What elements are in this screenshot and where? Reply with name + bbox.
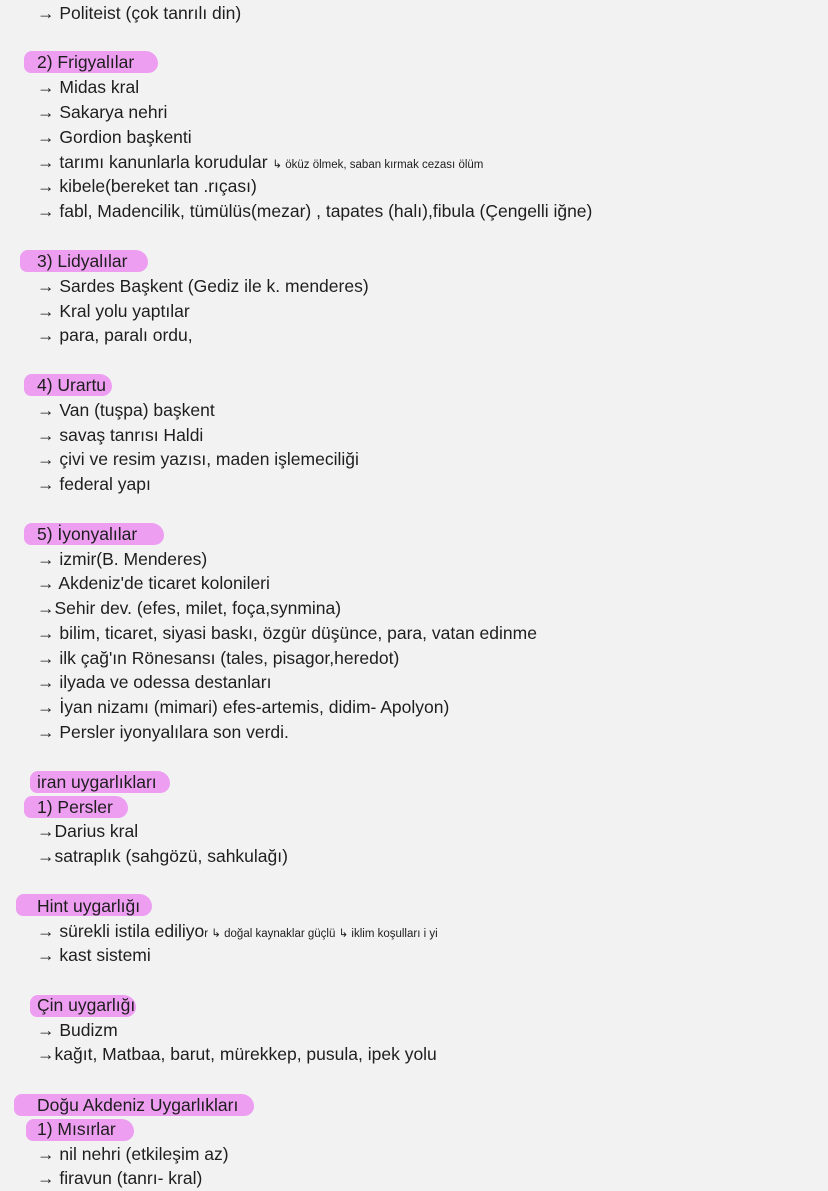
section-heading-iran: iran uygarlıkları [37, 772, 157, 792]
note-line: →Sehir dev. (efes, milet, foça,synmina) [37, 598, 342, 618]
note-line [37, 150, 483, 177]
note-line: → firavun (tanrı- kral) [37, 1168, 203, 1188]
section-heading-iyonyalilar: 5) İyonyalılar [37, 524, 138, 544]
note-line: → Budizm [37, 1020, 118, 1040]
section-heading-cin: Çin uygarlığı [37, 995, 136, 1015]
note-line: → para, paralı ordu, [37, 325, 193, 345]
note-line: →Darius kral [37, 821, 139, 841]
section-heading-frigyalilar: 2) Frigyalılar [37, 52, 135, 72]
note-line: → fabl, Madencilik, tümülüs(mezar) , tapates (halı),fibula (Çengelli iğne) [37, 201, 593, 221]
note-line: → Sardes Başkent (Gediz ile k. menderes) [37, 276, 369, 296]
note-line: → kibele(bereket tan .rıçası) [37, 176, 257, 196]
note-line: → federal yapı [37, 474, 151, 494]
note-line: → Midas kral [37, 77, 140, 97]
note-line: → Gordion başkenti [37, 127, 192, 147]
note-text: → sürekli istila ediliyo [37, 921, 205, 941]
section-heading-dogu-akdeniz: Doğu Akdeniz Uygarlıkları [37, 1095, 239, 1115]
section-heading-misirlar: 1) Mısırlar [37, 1119, 116, 1139]
note-line [37, 919, 438, 946]
note-line: → İyan nizamı (mimari) efes-artemis, didim- Apolyon) [37, 697, 450, 717]
note-line: → kast sistemi [37, 945, 151, 965]
note-line: → Persler iyonyalılara son verdi. [37, 722, 289, 742]
note-line: → izmir(B. Menderes) [37, 549, 208, 569]
note-line: → Sakarya nehri [37, 102, 168, 122]
note-line: → ilyada ve odessa destanları [37, 672, 272, 692]
note-line: →satraplık (sahgözü, sahkulağı) [37, 846, 288, 866]
section-heading-persler: 1) Persler [37, 797, 113, 817]
note-subnote: ↳ öküz ölmek, saban kırmak cezası ölüm [272, 159, 484, 171]
note-line: → nil nehri (etkileşim az) [37, 1144, 229, 1164]
note-line: → Van (tuşpa) başkent [37, 400, 215, 420]
note-line: → bilim, ticaret, siyasi baskı, özgür düşünce, para, vatan edinme [37, 623, 537, 643]
note-line: → Akdeniz'de ticaret kolonileri [37, 573, 270, 593]
note-text: → tarımı kanunlarla korudular [37, 152, 268, 172]
note-line: →kağıt, Matbaa, barut, mürekkep, pusula, ipek yolu [37, 1044, 437, 1064]
section-heading-hint: Hint uygarlığı [37, 896, 141, 916]
note-line: → çivi ve resim yazısı, maden işlemeciliği [37, 449, 359, 469]
note-subnote: r ↳ doğal kaynaklar güçlü ↳ iklim koşulları i yi [204, 928, 438, 940]
note-line: → Politeist (çok tanrılı din) [37, 3, 242, 23]
note-line: → Kral yolu yaptılar [37, 301, 190, 321]
section-heading-lidyalilar: 3) Lidyalılar [37, 251, 128, 271]
note-line: → savaş tanrısı Haldi [37, 425, 204, 445]
note-line: → ilk çağ'ın Rönesansı (tales, pisagor,heredot) [37, 648, 400, 668]
section-heading-urartu: 4) Urartu [37, 375, 107, 395]
